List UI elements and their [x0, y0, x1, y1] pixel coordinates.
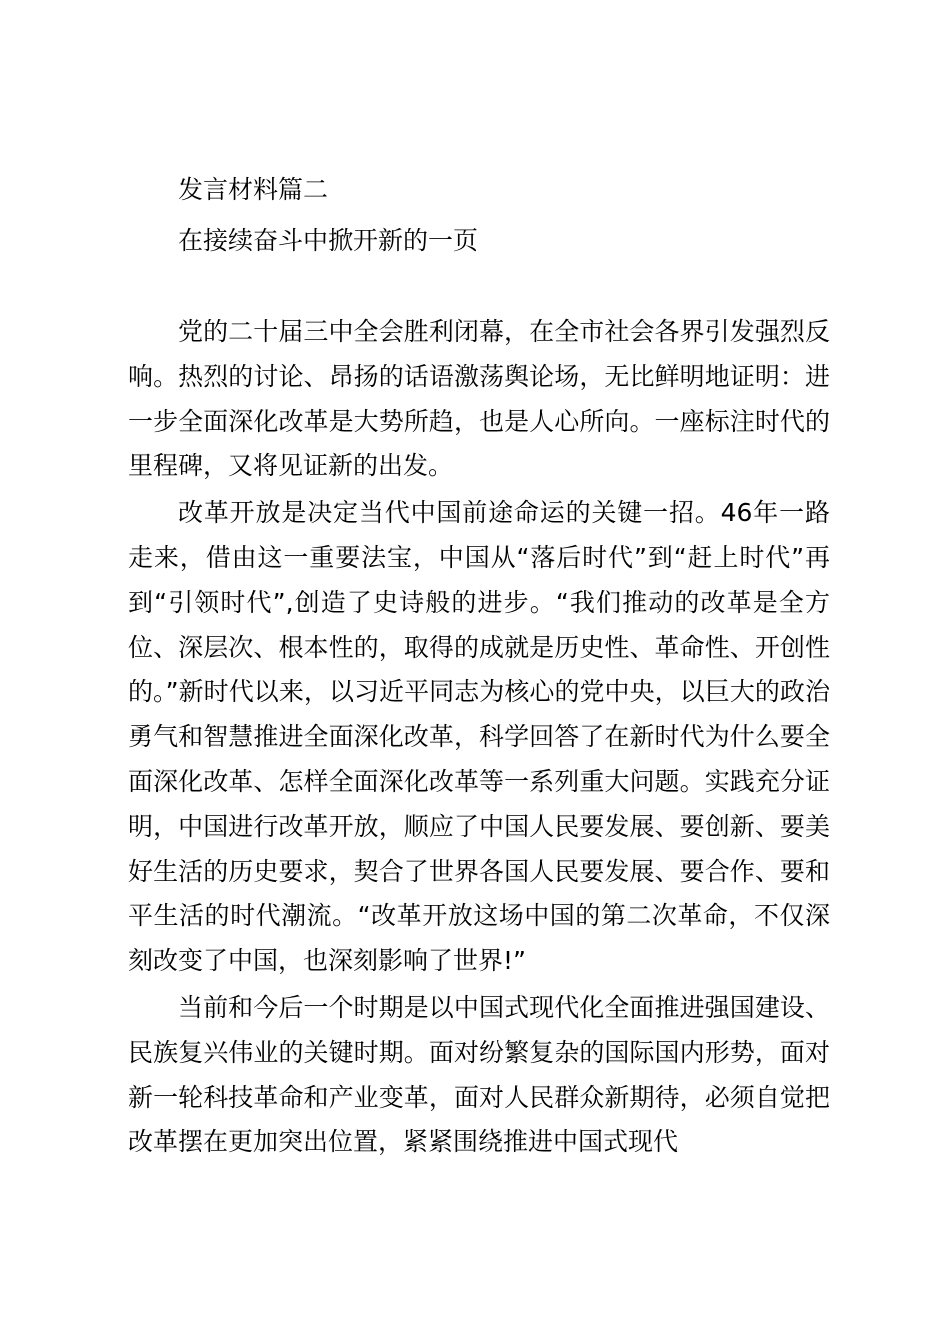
paragraph-3: 当前和今后一个时期是以中国式现代化全面推进强国建设、民族复兴伟业的关键时期。面对纷繁复杂的国际国内形势，面对新一轮科技革命和产业变革，面对人民群众新期待，必须自觉把改革摆在更加突出位置，紧紧围绕推进中国式现代 [128, 992, 830, 1157]
paragraph-2: 改革开放是决定当代中国前途命运的关键一招。46年一路走来，借由这一重要法宝，中国从“落后时代”到“赶上时代”再到“引领时代”,创造了史诗般的进步。“我们推动的改革是全方位、深层次、根本性的，取得的成就是历史性、革命性、开创性的。”新时代以来，以习近平同志为核心的党中央，以巨大的政治勇气和智慧推进全面深化改革，科学回答了在新时代为什么要全面深化改革、怎样全面深化改革等一系列重大问题。实践充分证明，中国进行改革开放，顺应了中国人民要发展、要创新、要美好生活的历史要求，契合了世界各国人民要发展、要合作、要和平生活的时代潮流。“改革开放这场中国的第二次革命，不仅深刻改变了中国，也深刻影响了世界!” [128, 498, 830, 976]
document-title: 在接续奋斗中掀开新的一页 [178, 226, 479, 255]
paragraph-1: 党的二十届三中全会胜利闭幕，在全市社会各界引发强烈反响。热烈的讨论、昂扬的话语激荡舆论场，无比鲜明地证明：进一步全面深化改革是大势所趋，也是人心所向。一座标注时代的里程碑，又将见证新的出发。 [128, 317, 830, 481]
section-label: 发言材料篇二 [178, 175, 329, 204]
document-body [128, 310, 830, 1165]
